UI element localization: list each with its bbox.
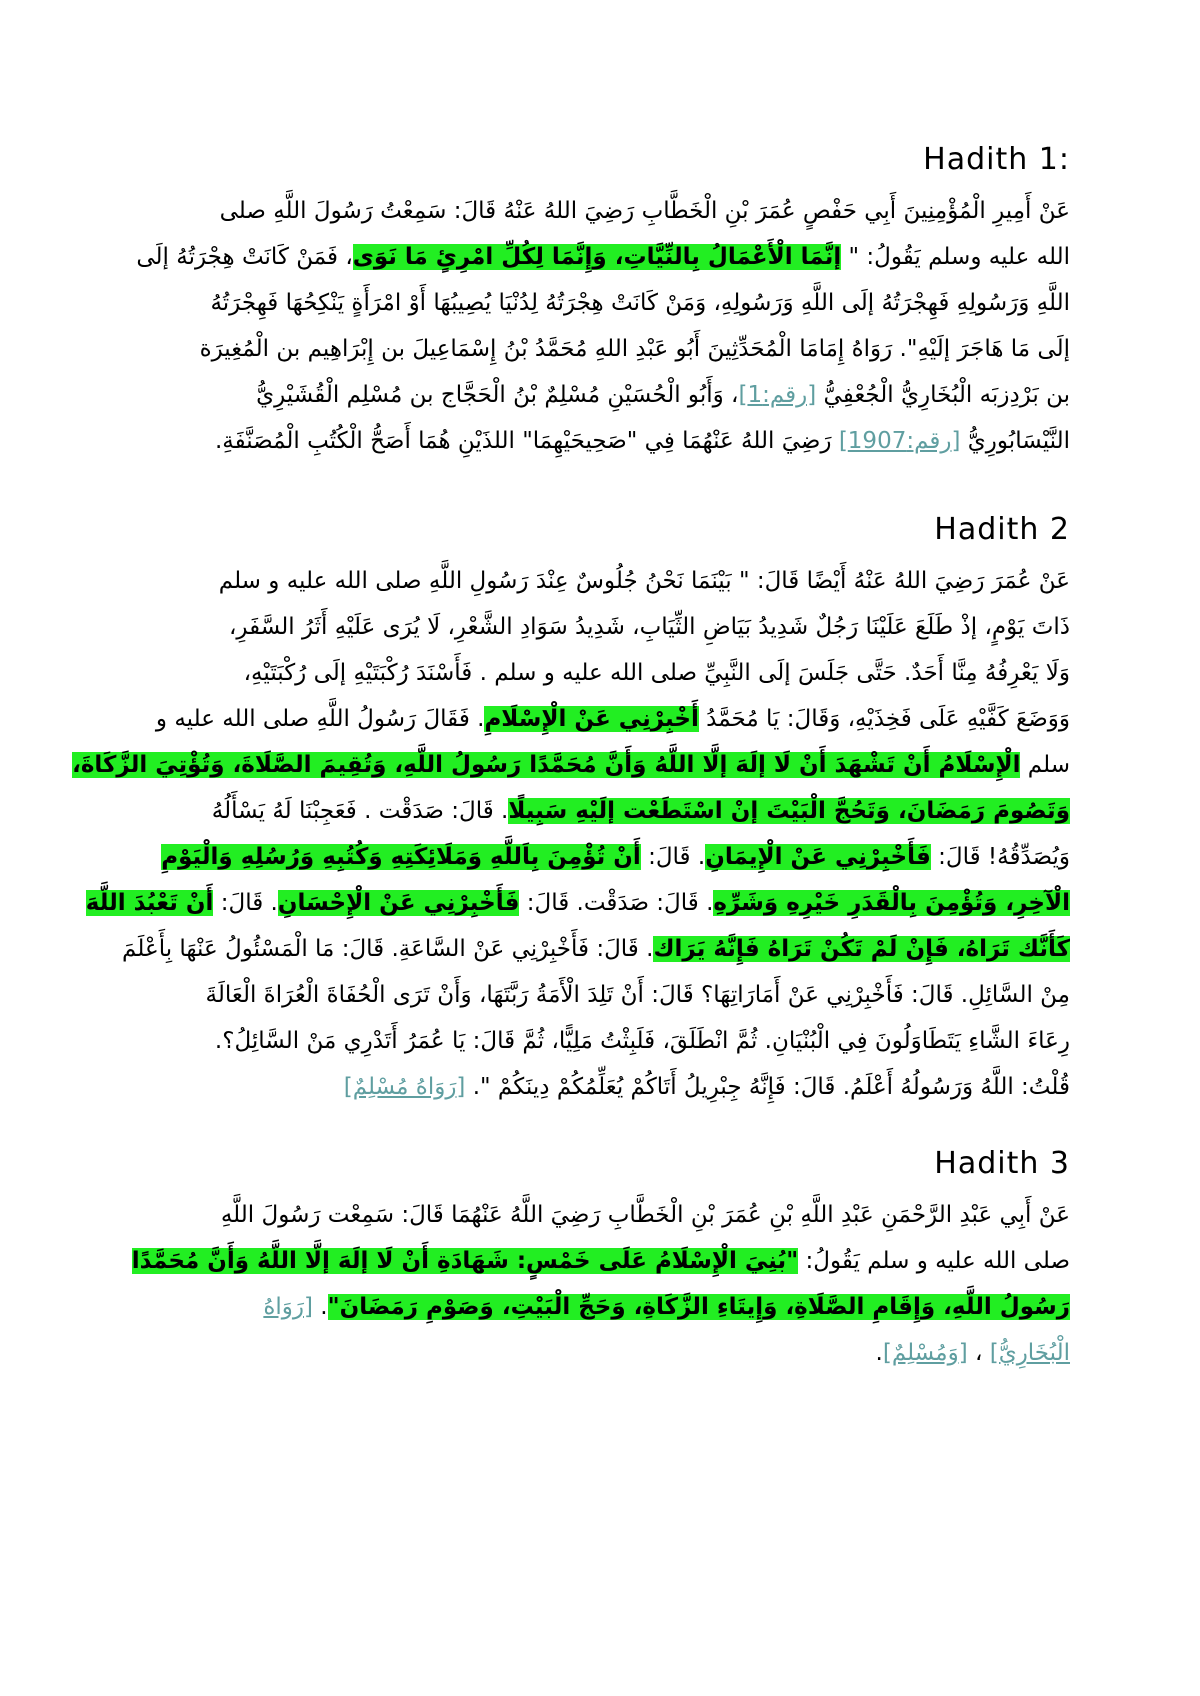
highlighted-text: الْآخِرِ، وَتُؤْمِنَ بِالْقَدَرِ خَيْرِهِ وَشَرِّهِ [713, 890, 1070, 916]
highlighted-text: كَأَنَّك تَرَاهُ، فَإِنْ لَمْ تَكُنْ تَرَاهُ فَإِنَّهُ يَرَاك [653, 936, 1070, 962]
hadith-3-line-4: الْبُخَارِيُّ] ، [وَمُسْلِمٌ]. [875, 1340, 1070, 1366]
reference-link-1907[interactable]: [رقم:1907] [838, 428, 961, 454]
hadith-2-line-8: الْآخِرِ، وَتُؤْمِنَ بِالْقَدَرِ خَيْرِهِ وَشَرِّهِ. قَالَ: صَدَقْت. قَالَ: فَأَخْبِرْنِي عَنْ الْإِحْسَانِ. قَالَ: أَنْ تَعْبُدَ اللَّهَ [85, 890, 1070, 916]
hadith-2-line-6: وَتَصُومَ رَمَضَانَ، وَتَحُجَّ الْبَيْتَ إنْ اسْتَطَعْت إلَيْهِ سَبِيلًا. قَالَ: صَدَقْت . فَعَجِبْنَا لَهُ يَسْأَلُهُ [211, 798, 1070, 824]
hadith-2-line-2: ذَاتَ يَوْمٍ، إذْ طَلَعَ عَلَيْنَا رَجُلٌ شَدِيدُ بَيَاضِ الثِّيَابِ، شَدِيدُ سَوَادِ الشَّعْرِ، لَا يُرَى عَلَيْهِ أَثَرُ السَّفَرِ، [228, 614, 1070, 640]
highlighted-text: أَنْ تَعْبُدَ اللَّهَ [85, 890, 214, 916]
hadith-3-line-3: رَسُولُ اللَّهِ، وَإِقَامِ الصَّلَاةِ، وَإِيتَاءِ الزَّكَاةِ، وَحَجِّ الْبَيْتِ، وَصَوْمِ رَمَضَانَ". [رَوَاهُ [263, 1294, 1070, 1320]
hadith-3-line-2: صلى الله عليه و سلم يَقُولُ: "بُنِيَ الْإِسْلَامُ عَلَى خَمْسٍ: شَهَادَةِ أَنْ لَا إلَهَ إلَّا اللَّهُ وَأَنَّ مُحَمَّدًا [131, 1248, 1070, 1274]
highlighted-text: فَأَخْبِرْنِي عَنْ الْإِيمَانِ [705, 844, 931, 870]
hadith-1-line-1: عَنْ أَمِيرِ الْمُؤْمِنِينَ أَبِي حَفْصٍ عُمَرَ بْنِ الْخَطَّابِ رَضِيَ اللهُ عَنْهُ قَالَ: سَمِعْتُ رَسُولَ اللَّهِ صلى [219, 198, 1070, 224]
hadith-2-line-11: رِعَاءَ الشَّاءِ يَتَطَاوَلُونَ فِي الْبُنْيَانِ. ثُمَّ انْطَلَقَ، فَلَبِثْتُ مَلِيًّا، ثُمَّ قَالَ: يَا عُمَرُ أَتَدْرِي مَنْ السَّائِلُ؟. [214, 1028, 1070, 1054]
hadith-2-line-9: كَأَنَّك تَرَاهُ، فَإِنْ لَمْ تَكُنْ تَرَاهُ فَإِنَّهُ يَرَاك. قَالَ: فَأَخْبِرْنِي عَنْ السَّاعَةِ. قَالَ: مَا الْمَسْئُولُ عَنْهَا بِأَعْلَمَ [122, 936, 1070, 962]
highlighted-text: إنَّمَا الْأَعْمَالُ بِالنِّيَّاتِ، وَإِنَّمَا لِكُلِّ امْرِئٍ مَا نَوَى [352, 244, 842, 270]
hadith-2-line-5: سلم الْإِسْلَامُ أَنْ تَشْهَدَ أَنْ لَا إلَهَ إلَّا اللَّهُ وَأَنَّ مُحَمَّدًا رَسُولُ اللَّهِ، وَتُقِيمَ الصَّلَاةَ، وَتُؤْتِيَ الزَّكَاةَ، [72, 752, 1070, 778]
hadith-1-text [130, 188, 1070, 464]
hadith-2-line-12: قُلْتُ: اللَّهُ وَرَسُولُهُ أَعْلَمُ. قَالَ: فَإِنَّهُ جِبْرِيلُ أَتَاكُمْ يُعَلِّمُكُمْ دِينَكُمْ ". [رَوَاهُ مُسْلِمٌ] [343, 1074, 1070, 1100]
hadith-2-text [72, 558, 1070, 1110]
hadith-1-line-6: النَّيْسَابُورِيُّ [رقم:1907] رَضِيَ اللهُ عَنْهُمَا فِي "صَحِيحَيْهِمَا" اللذَيْنِ هُمَا أَصَحُّ الْكُتُبِ الْمُصَنَّفَةِ. [214, 428, 1070, 454]
reference-link-muslim-2[interactable]: [وَمُسْلِمٌ] [882, 1340, 968, 1366]
highlighted-text: "بُنِيَ الْإِسْلَامُ عَلَى خَمْسٍ: شَهَادَةِ أَنْ لَا إلَهَ إلَّا اللَّهُ وَأَنَّ مُحَمَّدًا [131, 1248, 799, 1274]
highlighted-text: وَتَصُومَ رَمَضَانَ، وَتَحُجَّ الْبَيْتَ إنْ اسْتَطَعْت إلَيْهِ سَبِيلًا [508, 798, 1070, 824]
hadith-2-line-10: مِنْ السَّائِلِ. قَالَ: فَأَخْبِرْنِي عَنْ أَمَارَاتِهَا؟ قَالَ: أَنْ تَلِدَ الْأَمَةُ رَبَّتَهَا، وَأَنْ تَرَى الْحُفَاةَ الْعُرَاةَ الْعَالَةَ [205, 982, 1070, 1008]
hadith-3-heading: Hadith 3 [934, 1146, 1070, 1181]
hadith-1-line-2: الله عليه وسلم يَقُولُ: " إنَّمَا الْأَعْمَالُ بِالنِّيَّاتِ، وَإِنَّمَا لِكُلِّ امْرِئٍ مَا نَوَى، فَمَنْ كَانَتْ هِجْرَتُهُ إلَى [136, 244, 1070, 270]
hadith-2-line-1: عَنْ عُمَرَ رَضِيَ اللهُ عَنْهُ أَيْضًا قَالَ: " بَيْنَمَا نَحْنُ جُلُوسٌ عِنْدَ رَسُولِ اللَّهِ صلى الله عليه و سلم [218, 568, 1070, 594]
hadith-3-text [130, 1192, 1070, 1376]
highlighted-text: رَسُولُ اللَّهِ، وَإِقَامِ الصَّلَاةِ، وَإِيتَاءِ الزَّكَاةِ، وَحَجِّ الْبَيْتِ، وَصَوْمِ رَمَضَانَ" [327, 1294, 1070, 1320]
hadith-1-line-5: بن بَرْدِزبَه الْبُخَارِيُّ الْجُعْفِيُّ [رقم:1]، وَأَبُو الْحُسَيْنِ مُسْلِمٌ بْنُ الْحَجَّاج بن مُسْلِم الْقُشَيْرِيُّ [256, 382, 1070, 408]
hadith-3-line-1: عَنْ أَبِي عَبْدِ الرَّحْمَنِ عَبْدِ اللَّهِ بْنِ عُمَرَ بْنِ الْخَطَّابِ رَضِيَ اللَّهُ عَنْهُمَا قَالَ: سَمِعْت رَسُولَ اللَّهِ [220, 1202, 1070, 1228]
hadith-1-heading: Hadith 1: [923, 142, 1070, 177]
reference-link-bukhari[interactable]: الْبُخَارِيُّ] [989, 1340, 1070, 1366]
hadith-1-line-4: إلَى مَا هَاجَرَ إلَيْهِ". رَوَاهُ إِمَامَا الْمُحَدِّثِينَ أَبُو عَبْدِ اللهِ مُحَمَّدُ بْنُ إِسْمَاعِيلَ بن إِبْرَاهِيم بن الْمُغِيرَة [199, 336, 1070, 362]
reference-link-1[interactable]: [رقم:1] [738, 382, 817, 408]
reference-link-rawahu[interactable]: [رَوَاهُ [263, 1294, 313, 1320]
reference-link-muslim[interactable]: [رَوَاهُ مُسْلِمٌ] [343, 1074, 466, 1100]
hadith-2-line-4: وَوَضَعَ كَفَّيْهِ عَلَى فَخِذَيْهِ، وَقَالَ: يَا مُحَمَّدُ أَخْبِرْنِي عَنْ الْإِسْلَامِ. فَقَالَ رَسُولُ اللَّهِ صلى الله عليه و [155, 706, 1070, 732]
hadith-2-line-3: وَلَا يَعْرِفُهُ مِنَّا أَحَدٌ. حَتَّى جَلَسَ إلَى النَّبِيِّ صلى الله عليه و سلم . فَأَسْنَدَ رُكْبَتَيْهِ إلَى رُكْبَتَيْهِ، [243, 660, 1070, 686]
hadith-1-line-3: اللَّهِ وَرَسُولِهِ فَهِجْرَتُهُ إلَى اللَّهِ وَرَسُولِهِ، وَمَنْ كَانَتْ هِجْرَتُهُ لِدُنْيَا يُصِيبُهَا أَوْ امْرَأَةٍ يَنْكِحُهَا فَهِجْرَتُهُ [210, 290, 1070, 316]
highlighted-text: أَنْ تُؤْمِنَ بِاَللَّهِ وَمَلَائِكَتِهِ وَكُتُبِهِ وَرُسُلِهِ وَالْيَوْمِ [161, 844, 641, 870]
highlighted-text: أَخْبِرْنِي عَنْ الْإِسْلَامِ [484, 706, 699, 732]
hadith-2-heading: Hadith 2 [934, 512, 1070, 547]
highlighted-text: فَأَخْبِرْنِي عَنْ الْإِحْسَانِ [277, 890, 520, 916]
hadith-2-line-7: وَيُصَدِّقُهُ! قَالَ: فَأَخْبِرْنِي عَنْ الْإِيمَانِ. قَالَ: أَنْ تُؤْمِنَ بِاَللَّهِ وَمَلَائِكَتِهِ وَكُتُبِهِ وَرُسُلِهِ وَالْيَوْمِ [161, 844, 1070, 870]
highlighted-text: الْإِسْلَامُ أَنْ تَشْهَدَ أَنْ لَا إلَهَ إلَّا اللَّهُ وَأَنَّ مُحَمَّدًا رَسُولُ اللَّهِ، وَتُقِيمَ الصَّلَاةَ، وَتُؤْتِيَ الزَّكَاةَ، [72, 752, 1021, 778]
